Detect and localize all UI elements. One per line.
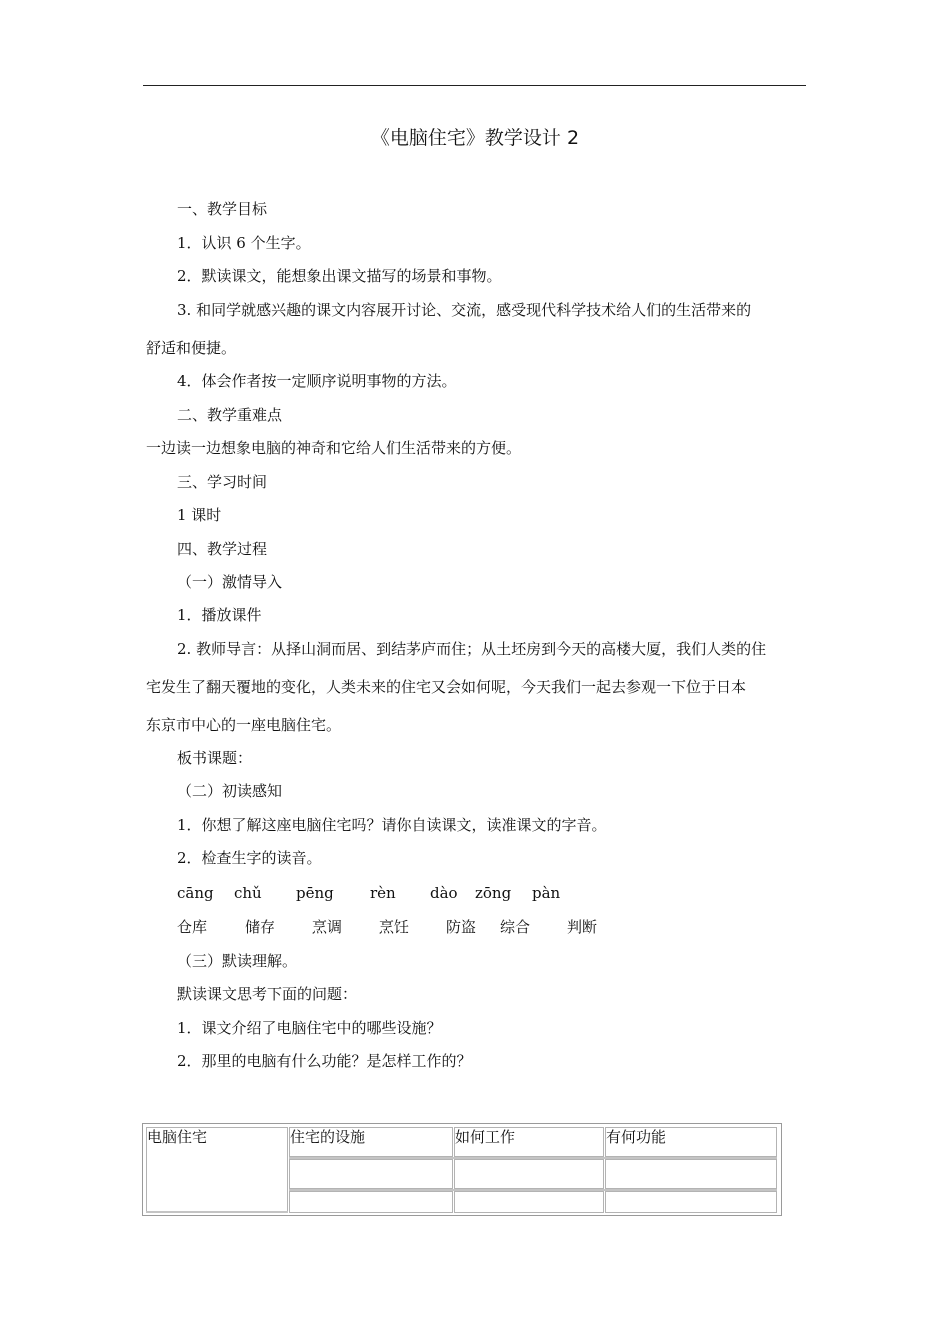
process-item: 2．检查生字的读音。 [177, 849, 322, 867]
keypoints-text: 一边读一边想象电脑的神奇和它给人们生活带来的方便。 [146, 439, 522, 457]
section-heading-time: 三、学习时间 [177, 473, 268, 491]
question-item: 2．那里的电脑有什么功能？是怎样工作的？ [177, 1052, 472, 1070]
process-item-continuation: 东京市中心的一座电脑住宅。 [146, 716, 342, 734]
table-row-divider [146, 1211, 288, 1213]
table-cell [289, 1159, 453, 1189]
section-heading-goals: 一、教学目标 [177, 200, 268, 218]
vocabulary-word: 储存 [245, 918, 276, 936]
question-item: 1．课文介绍了电脑住宅中的哪些设施？ [177, 1019, 442, 1037]
pinyin-item: pàn [532, 884, 561, 902]
process-item: 1．你想了解这座电脑住宅吗？请你自读课文，读准课文的字音。 [177, 816, 607, 834]
table-header-facilities: 住宅的设施 [290, 1128, 366, 1146]
goal-item: 4．体会作者按一定顺序说明事物的方法。 [177, 372, 457, 390]
reading-instruction: 默读课文思考下面的问题： [177, 985, 358, 1003]
pinyin-item: zōng [475, 884, 512, 902]
board-title-text: 板书课题： [177, 749, 253, 767]
pinyin-item: pēng [296, 884, 334, 902]
table-cell [454, 1159, 604, 1189]
vocabulary-row [0, 917, 950, 937]
section-heading-process: 四、教学过程 [177, 540, 268, 558]
process-item: 1．播放课件 [177, 606, 262, 624]
pinyin-item: chǔ [234, 884, 262, 902]
table-cell [454, 1191, 604, 1213]
table-cell [289, 1191, 453, 1213]
process-item-continuation: 宅发生了翻天覆地的变化，人类未来的住宅又会如何呢，今天我们一起去参观一下位于日本 [146, 678, 747, 696]
vocabulary-word: 仓库 [177, 918, 208, 936]
table-header-functions: 有何功能 [606, 1128, 667, 1146]
subsection-heading: （三）默读理解。 [177, 952, 298, 970]
pinyin-item: cāng [177, 884, 214, 902]
table-header-how-it-works: 如何工作 [455, 1128, 516, 1146]
goal-item: 3. 和同学就感兴趣的课文内容展开讨论、交流，感受现代科学技术给人们的生活带来的 [177, 301, 752, 319]
summary-table [142, 1123, 782, 1216]
table-row-divider [289, 1157, 777, 1159]
goal-item: 2．默读课文，能想象出课文描写的场景和事物。 [177, 267, 502, 285]
goal-item: 1．认识 6 个生字。 [177, 234, 311, 252]
time-text: 1 课时 [177, 506, 222, 524]
section-heading-keypoints: 二、教学重难点 [177, 406, 283, 424]
process-item: 2. 教师导言：从择山洞而居、到结茅庐而住；从土坯房到今天的高楼大厦，我们人类的住 [177, 640, 767, 658]
vocabulary-word: 综合 [500, 918, 531, 936]
subsection-heading: （二）初读感知 [177, 782, 283, 800]
goal-item-continuation: 舒适和便捷。 [146, 339, 237, 357]
vocabulary-word: 烹饪 [379, 918, 410, 936]
vocabulary-word: 判断 [567, 918, 598, 936]
vocabulary-word: 防盗 [446, 918, 477, 936]
pinyin-item: rèn [370, 884, 396, 902]
subsection-heading: （一）激情导入 [177, 573, 283, 591]
vocabulary-word: 烹调 [312, 918, 343, 936]
table-cell [605, 1191, 777, 1213]
pinyin-item: dào [430, 884, 458, 902]
document-title: 《电脑住宅》教学设计 2 [370, 127, 580, 149]
table-header-house: 电脑住宅 [147, 1128, 208, 1146]
header-rule [143, 85, 806, 86]
pinyin-row [0, 883, 950, 903]
table-row-divider [289, 1189, 777, 1191]
table-cell [605, 1159, 777, 1189]
